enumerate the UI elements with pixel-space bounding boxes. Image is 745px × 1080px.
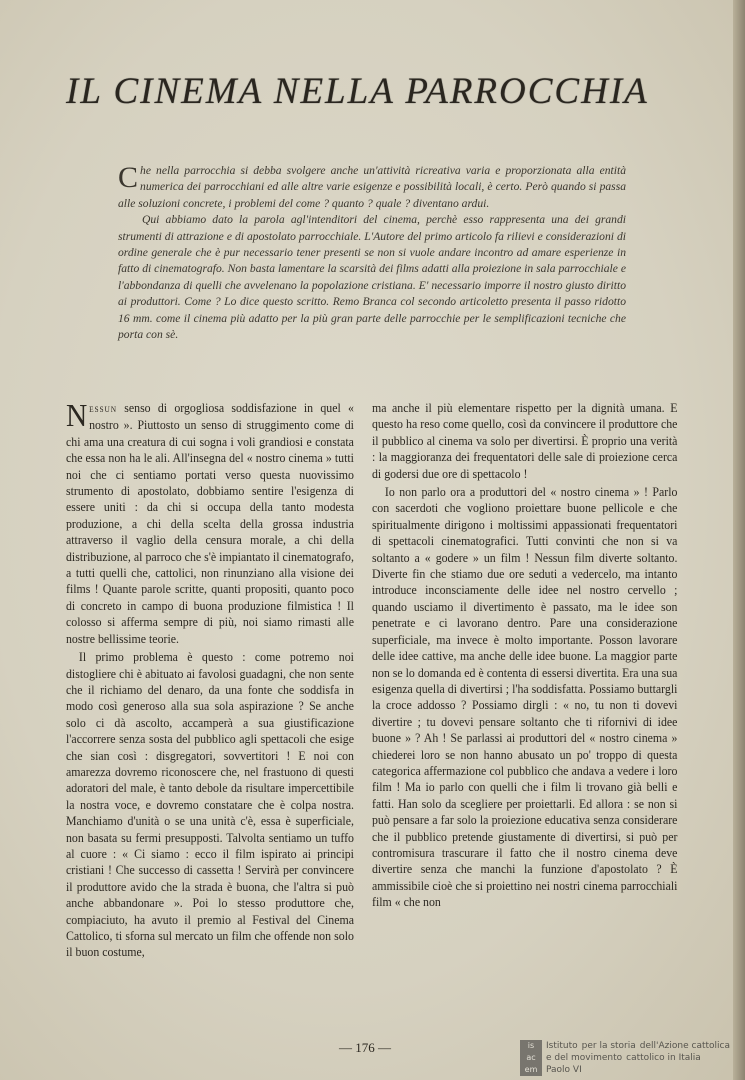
watermark-line: e del movimento xyxy=(546,1053,623,1063)
intro-paragraph-1 xyxy=(118,163,626,212)
watermark-line: Istituto xyxy=(546,1041,578,1051)
body-paragraph-4: Io non parlo ora a produttori del « nostro cinema » ! Parlo con sacerdoti che vogliono proiettare buone pellicole e che spiritualmente dirigono i moltissimi appassionati frequentatori di spettacoli cinematografici. Tutti convinti che non si va soltanto a « godere » un film ! Nessun film diverte soltanto. Diverte fin che stiamo due ore seduti a vedercelo, ma intanto introduce inconsciamente delle idee nel nostro cervello ; quando usciamo il divertimento è passato, ma le idee son penetrate e ci lavorano dentro. Pare una considerazione superficiale, ma invece è molto importante. Posson lavorare delle idee cattive, ma anche delle idee buone. La maggior parte non se lo domanda ed è contenta di essersi divertita. Era una sua esigenza quella di divertirsi ; l'ha soddisfatta. Possiamo buttargli la croce addosso ? Possiamo dirgli : « no, tu non ti dovevi divertire ; tu dovevi pensare soltanto che ti rifornivi di idee buone » ? Ah ! Se parlassi ai produttori del « nostro cinema » chiederei loro se non hanno abusato un po' troppo di questa categorica affermazione col pubblico che andava a vedere i loro film ! Ma io parlo con quelli che i film li trovano già belli e fatti. Han solo da scegliere per proiettarli. Ed allora : se non si può pensare a far solo la proiezione educativa senza considerare che il pubblico pretende giustamente di divertirsi, si può per contromisura trascurare il fatto che il nostro cinema deve divertire senza che manchi la funzione d'apostolato ? È ammissibile cioè che si proiettino nei nostri cinema parrocchiali film « che non xyxy=(372,485,678,910)
watermark-line: cattolico in Italia xyxy=(626,1053,701,1063)
column-right xyxy=(372,400,678,1015)
column-left-text xyxy=(66,397,354,961)
page-number: — 176 — xyxy=(339,1040,391,1055)
watermark-line: Paolo VI xyxy=(546,1065,582,1075)
article-intro xyxy=(118,163,626,343)
watermark-line: dell'Azione cattolica xyxy=(639,1041,730,1051)
first-word: essun xyxy=(89,403,118,415)
watermark-line: per la storia xyxy=(581,1041,636,1051)
watermark-text xyxy=(546,1040,730,1076)
drop-cap: N xyxy=(66,397,88,433)
body-text-1: senso di orgogliosa soddisfazione in quel « nostro ». Piuttosto un senso di struggimento come di chi ama una creatura di cui sogna i voli grandiosi e constata che essa non ha le ali. All'insegna del « nostro cinema » tutti noi che ci sentiamo portati verso questa nuovissimo strumento di apostolato, dobbiamo sentire l'esigenza di essere uniti : da chi si occupa della tanto modesta produzione, a chi della scelta della grossa industria attraverso il vaglio della censura morale, a chi della distribuzione, al parroco che s'è impiantato il cinematografo, a tutti quelli che, cattolici, non rinunziano alla visione dei films ! Quante parole scritte, quanti propositi, quanto poco di concreto in campo di buona produzione filmistica ! Il colosso si afferma sempre di più, noi siamo rimasti alle nostre bellissime teorie. xyxy=(66,401,354,646)
intro-paragraph-2: Qui abbiamo dato la parola agl'intenditori del cinema, perchè esso rappresenta una dei grandi strumenti di attrazione e di apostolato parrocchiale. L'Autore del primo articolo fa rilievi e considerazioni di ordine generale che è pur necessario tener presenti se non si vuole andare incontro ad amare esperienze in fatto di cinematografo. Non basta lamentare la scarsità dei films adatti alla proiezione in sala parrocchiale e l'abbondanza di quelli che avvelenano la popolazione cristiana. E' necessario imporre il nostro giusto diritto ai produttori. Come ? Lo dice questo scritto. Remo Branca col secondo articoletto presenta il passo ridotto 16 mm. come il cinema più adatto per la più gran parte delle parrocchie per le semplificazioni tecniche che porta con sè. xyxy=(118,213,626,342)
watermark xyxy=(520,1040,730,1076)
intro-text-1: he nella parrocchia si debba svolgere anche un'attività ricreativa varia e proporzionata alla entità numerica dei parrocchiani ed alle altre varie esigenze e possibilità locali, è certo. Però quando si passa alle soluzioni concrete, i problemi del come ? quanto ? quale ? diventano ardui. xyxy=(118,164,626,210)
isacem-logo: is ac em xyxy=(520,1040,542,1076)
body-paragraph-2: Il primo problema è questo : come potremo noi distogliere chi è abituato ai favolosi guadagni, che non sente che il richiamo del denaro, da una fonte che soddisfa in modo così generoso alla sua sola aspirazione ? Se anche solo ci dà ascolto, accamperà a sua giustificazione l'accorrere senza sosta del pubblico agli spettacoli che esige che sian così : disgregatori, sovvertitori ! E noi con amarezza dovremo riconoscere che, nel frastuono di questi adoratori del male, è tanto debole da risultare impercettibile la nostra voce, e dovremo constatare che è colpa nostra. Manchiamo d'unità o se una unità c'è, essa è superficiale, non basata su fermi presupposti. Talvolta sentiamo un tuffo al cuore : « Ci siamo : ecco il film ispirato ai principi cristiani ! Che successo di cassetta ! Servirà per convincere il produttore avido che la strada è buona, che l'altra si può anche abbandonare ». Poi lo stesso produttore che, compiaciuto, ha avuto il premio al Festival del Cinema Cattolico, ti sforna sul mercato un film che offende non solo il buon costume, xyxy=(66,650,354,960)
drop-cap: C xyxy=(118,161,139,194)
body-paragraph-1 xyxy=(66,397,354,647)
column-left xyxy=(66,397,354,1015)
page-edge xyxy=(733,0,745,1080)
column-right-text xyxy=(372,400,677,911)
article-title: IL CINEMA NELLA PARROCCHIA xyxy=(66,71,649,112)
body-paragraph-3: ma anche il più elementare rispetto per la dignità umana. E questo ha reso come quello, così da convincere il produttore che il pubblico al cinema va solo per divertirsi. È proprio una verità : la maggioranza dei frequentatori delle sale di proiezione cerca di godersi due ore di spettacolo ! xyxy=(372,401,678,481)
